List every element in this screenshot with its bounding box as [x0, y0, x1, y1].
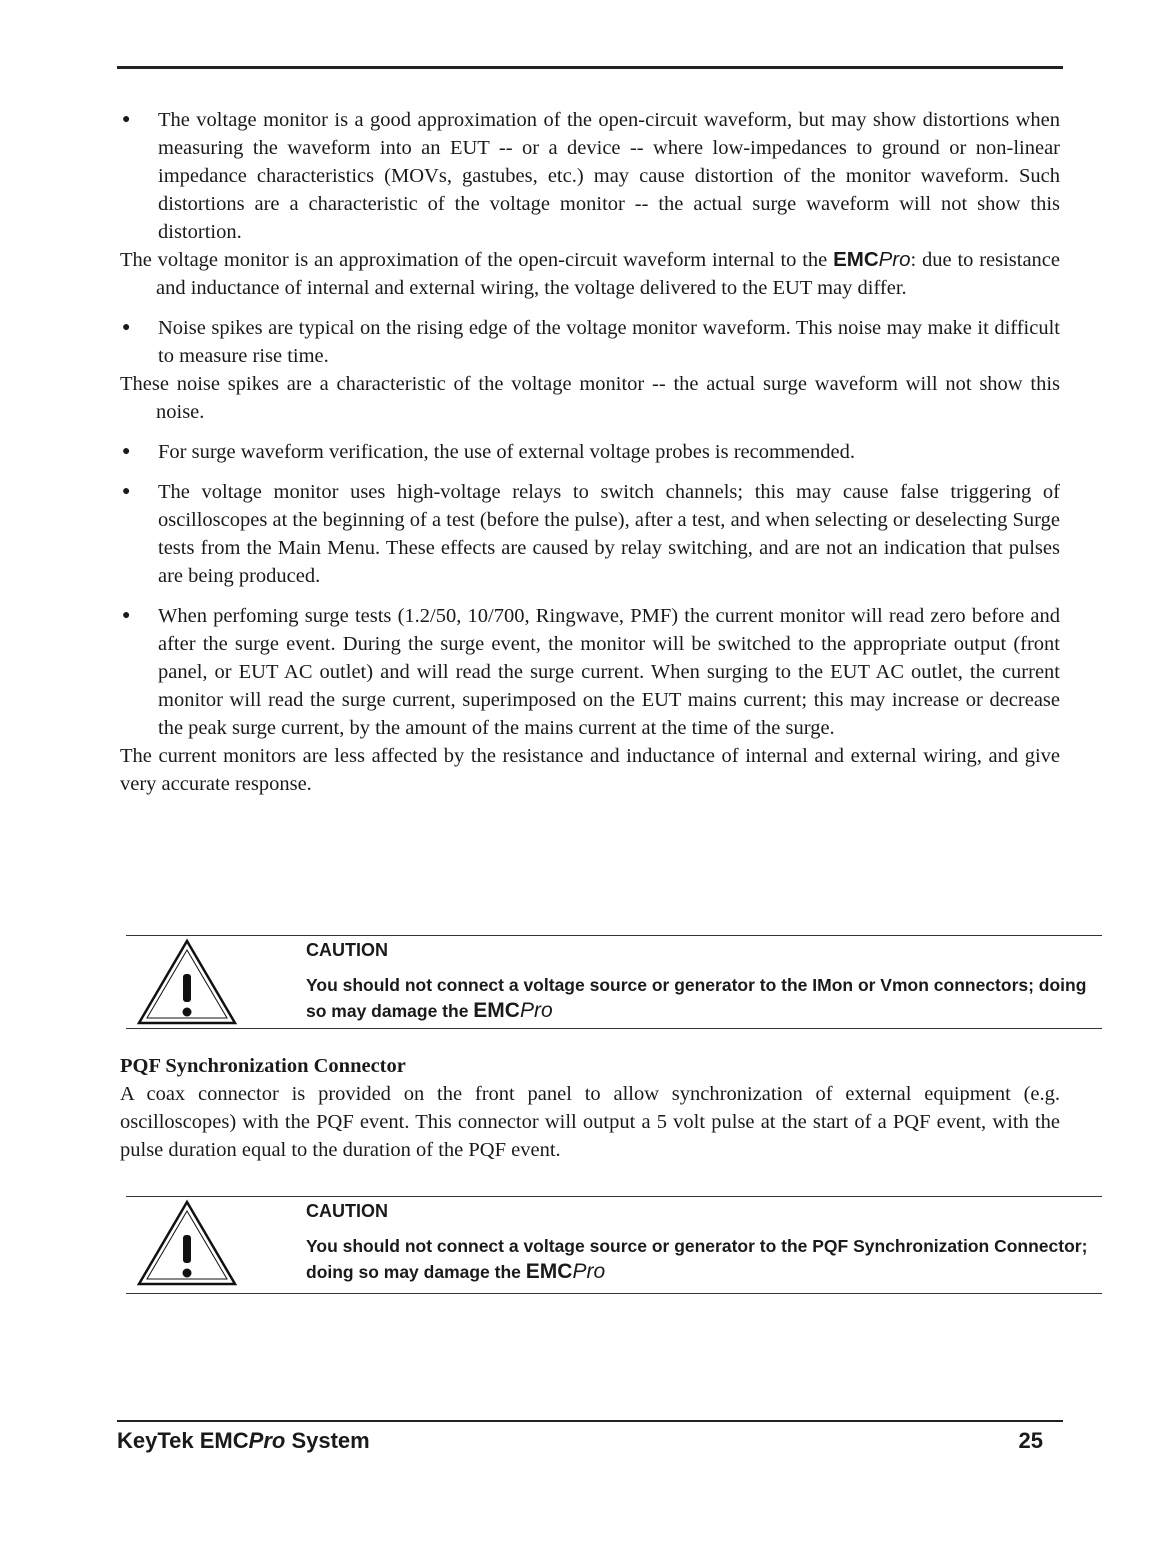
bullet-icon: ●: [122, 112, 131, 127]
caution-title: CAUTION: [306, 1201, 388, 1221]
paragraph-current-monitors: The current monitors are less affected by the resistance and inductance of internal and external wiring, and give very accurate response.: [120, 745, 1060, 795]
warning-triangle-icon: [136, 1199, 238, 1287]
bullet-voltage-monitor: [120, 106, 1060, 246]
bullet-icon: ●: [122, 484, 131, 499]
brand-emcpro: EMCPro: [833, 248, 911, 271]
bullet-text: The voltage monitor is a good approximation of the open-circuit waveform, but may show distortions when measuring the waveform into an EUT -- or a device -- where low-impedances to ground or non-linear impedance characteristics (MOVs, gastubes, etc.) may cause distortion of the monitor waveform. Such distortions are a characteristic of the voltage monitor -- the actual surge waveform will not show this distortion.: [158, 109, 1060, 243]
caution-text: You should not connect a voltage source or generator to the IMon or Vmon connectors; doing so may damage the EMCPro: [306, 975, 1087, 1022]
top-rule: [117, 66, 1063, 69]
section-body: A coax connector is provided on the front panel to allow synchronization of external equipment (e.g. oscilloscopes) with the PQF event. This connector will output a 5 volt pulse at the start of a PQF event, with the pulse duration equal to the duration of the PQF event.: [120, 1083, 1060, 1161]
page-footer: [117, 1428, 1063, 1454]
caution-box-pqf: [126, 1196, 1102, 1294]
caution-text: You should not connect a voltage source or generator to the PQF Synchronization Connector; doing so may damage the EMCPro: [306, 1236, 1088, 1283]
bullet-text: Noise spikes are typical on the rising edge of the voltage monitor waveform. This noise may make it difficult to measure rise time.: [158, 317, 1060, 367]
brand-emcpro: EMCPro: [473, 999, 553, 1022]
pqf-section: [120, 1052, 1060, 1164]
paragraph-noise: These noise spikes are a characteristic of the voltage monitor -- the actual surge waveform will not show this noise.: [120, 373, 1060, 423]
bullet-relays: [120, 478, 1060, 590]
body-content: [120, 106, 1060, 798]
bullet-icon: ●: [122, 320, 131, 335]
bullet-icon: ●: [122, 608, 131, 623]
bullet-text: The voltage monitor uses high-voltage relays to switch channels; this may cause false triggering of oscilloscopes at the beginning of a test (before the pulse), after a test, and when selecting or deselecting Surge tests from the Main Menu. These effects are caused by relay switching, and are not an indication that pulses are being produced.: [158, 481, 1060, 587]
bullet-current-monitor: [120, 602, 1060, 742]
bullet-icon: ●: [122, 444, 131, 459]
brand-emcpro: EMCPro: [525, 1260, 606, 1283]
paragraph-approximation: The voltage monitor is an approximation of the open-circuit waveform internal to the EMCPro: due to resistance and inductance of internal and external wiring, the voltage delivered to the EUT may differ.: [120, 248, 1061, 299]
bullet-noise-spikes: [120, 314, 1060, 370]
caution-title: CAUTION: [306, 940, 388, 960]
bullet-external-probes: [120, 438, 1060, 466]
warning-triangle-icon: [136, 938, 238, 1026]
bullet-text: For surge waveform verification, the use of external voltage probes is recommended.: [158, 441, 855, 463]
footer-title: KeyTek EMCPro System: [117, 1428, 370, 1453]
section-heading: PQF Synchronization Connector: [120, 1055, 406, 1077]
bullet-text: When perfoming surge tests (1.2/50, 10/700, Ringwave, PMF) the current monitor will read zero before and after the surge event. During the surge event, the monitor will be switched to the appropriate output (front panel, or EUT AC outlet) and will read the surge current. When surging to the EUT AC outlet, the current monitor will read the surge current, superimposed on the EUT mains current; this may increase or decrease the peak surge current, by the amount of the mains current at the time of the surge.: [158, 605, 1060, 739]
page-number: 25: [1018, 1428, 1043, 1453]
caution-box-monitors: [126, 935, 1102, 1029]
footer-rule: [117, 1420, 1063, 1422]
